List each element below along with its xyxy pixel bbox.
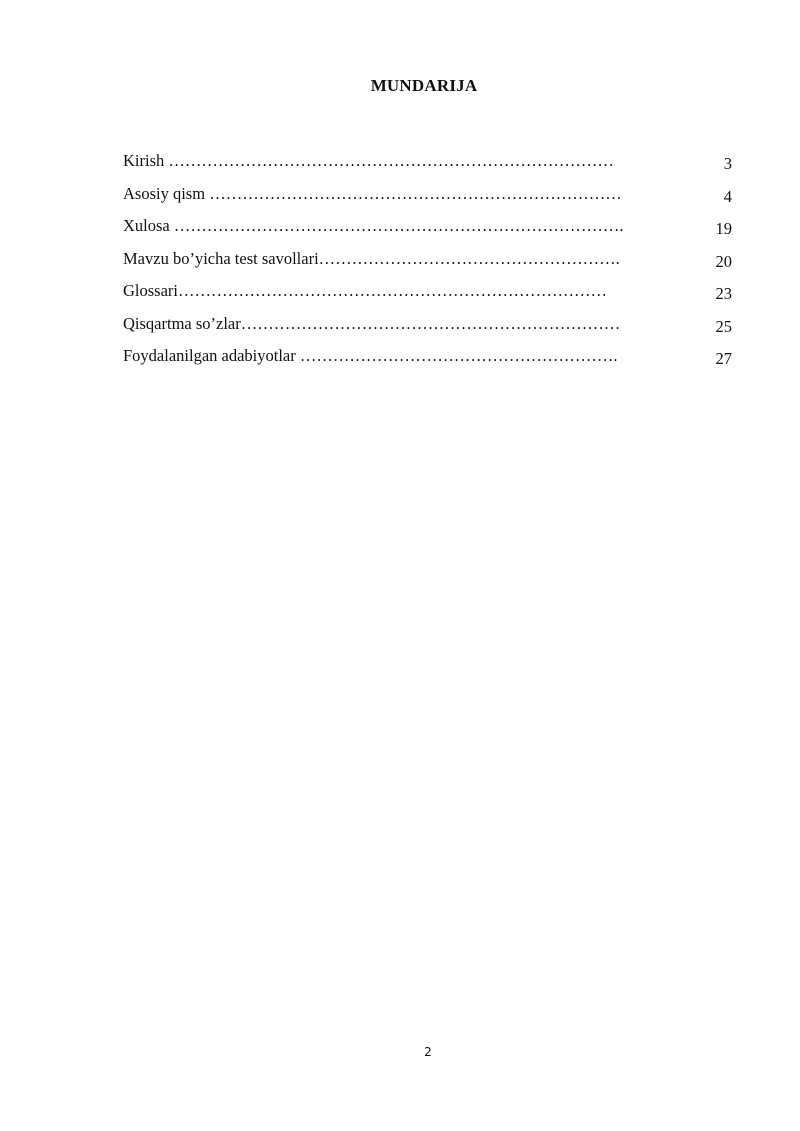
toc-entry-label: Foydalanilgan adabiyotlar bbox=[123, 346, 300, 365]
toc-entry-label: Glossari bbox=[123, 281, 178, 300]
toc-entry-leader: ………………………………………………………………… bbox=[209, 183, 622, 203]
toc-entry-leader: ……………………………………………………………………… bbox=[168, 151, 614, 170]
toc-entry-label: Xulosa bbox=[123, 216, 174, 235]
toc-entry-leader: …………………………………………………………… bbox=[240, 313, 621, 333]
toc-entry-page: 3 bbox=[723, 154, 732, 173]
toc-entry-page: 23 bbox=[715, 284, 732, 303]
toc-entry-label: Qisqartma so’zlar bbox=[123, 313, 241, 333]
toc-entry-page: 19 bbox=[715, 219, 732, 238]
toc-entry-kirish[interactable] bbox=[123, 150, 735, 183]
toc-entry-leader: …………………………………………………………………… bbox=[178, 281, 607, 300]
page-title: MUNDARIJA bbox=[370, 76, 478, 95]
toc-entry-leader: ………………………………………………………………………. bbox=[173, 216, 624, 235]
table-of-contents bbox=[123, 150, 735, 378]
toc-entry-xulosa[interactable] bbox=[123, 215, 735, 248]
page-number: 2 bbox=[424, 1045, 432, 1059]
toc-entry-label: Kirish bbox=[123, 151, 169, 170]
toc-entry-page: 27 bbox=[715, 349, 732, 368]
toc-entry-page: 4 bbox=[723, 186, 732, 206]
toc-entry-leader: ………………………………………………. bbox=[318, 248, 620, 268]
toc-entry-label: Asosiy qism bbox=[123, 183, 210, 203]
toc-entry-qisqartma-sozlar[interactable] bbox=[123, 313, 735, 346]
toc-entry-page: 20 bbox=[715, 251, 732, 271]
toc-entry-leader: …………………………………………………. bbox=[299, 346, 618, 365]
toc-entry-adabiyotlar[interactable] bbox=[123, 345, 735, 378]
toc-entry-label: Mavzu bo’yicha test savollari bbox=[123, 248, 319, 268]
toc-entry-asosiy-qism[interactable] bbox=[123, 183, 735, 216]
toc-entry-test-savollari[interactable] bbox=[123, 248, 735, 281]
toc-entry-page: 25 bbox=[715, 316, 732, 336]
toc-entry-glossari[interactable] bbox=[123, 280, 735, 313]
